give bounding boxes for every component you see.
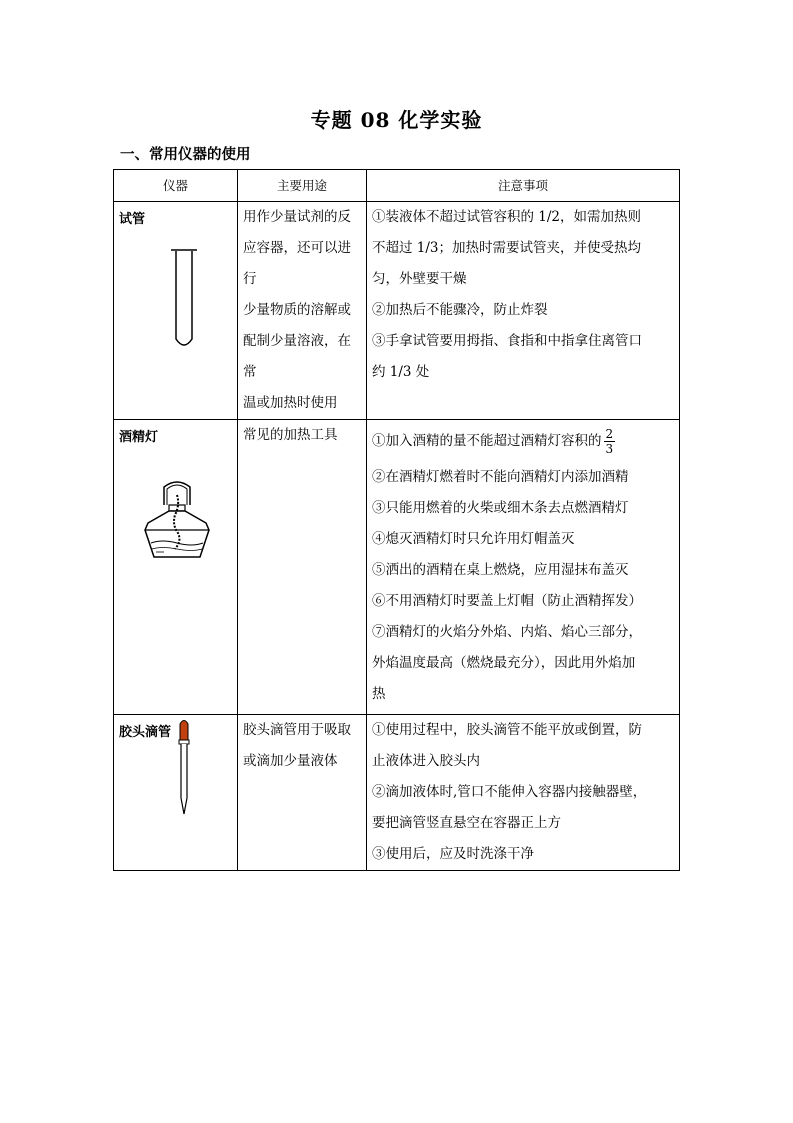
- instrument-name: 试管: [119, 212, 146, 227]
- table-header-row: [114, 170, 680, 202]
- use-cell: 用作少量试剂的反 应容器，还可以进行 少量物质的溶解或 配制少量溶液，在常 温或加热时使用: [238, 202, 367, 420]
- instrument-cell: [114, 715, 238, 871]
- table-row: [114, 420, 680, 715]
- instrument-cell: [114, 202, 238, 420]
- notes-cell: ①装液体不超过试管容积的 1/2，如需加热则 不超过 1/3；加热时需要试管夹，并使受热均 匀，外壁要干燥 ②加热后不能骤冷，防止炸裂 ③手拿试管要用拇指、食指和中指拿住离管口 约 1/3 处: [367, 202, 680, 420]
- alcohol-lamp-icon: [142, 475, 212, 560]
- header-notes: 注意事项: [367, 170, 680, 202]
- page-title: 专题 08 化学实验: [310, 108, 483, 132]
- use-cell: 胶头滴管用于吸取 或滴加少量液体: [238, 715, 367, 871]
- notes-cell: ①使用过程中，胶头滴管不能平放或倒置，防 止液体进入胶头内 ②滴加液体时,管口不能伸入容器内接触器壁， 要把滴管竖直悬空在容器正上方 ③使用后，应及时洗涤干净: [367, 715, 680, 871]
- section-heading: 一、常用仪器的使用: [120, 146, 251, 163]
- dropper-icon: [174, 718, 194, 818]
- header-instrument: 仪器: [114, 170, 238, 202]
- instrument-table: [113, 169, 680, 871]
- notes-cell: ①加入酒精的量不能超过酒精灯容积的 $\frac{2}{3}$ ②在酒精灯燃着时不能向酒精灯内添加酒精 ③只能用燃着的火柴或细木条去点燃酒精灯 ④熄灭酒精灯时只允许用灯帽盖灭 ⑤洒出的酒精在桌上燃烧，应用湿抹布盖灭 ⑥不用酒精灯时要盖上灯帽（防止酒精挥发） ⑦酒精灯的火焰分外焰、内焰、焰心三部分， 外焰温度最高（燃烧最充分），因此用外焰加 热: [367, 420, 680, 715]
- header-use: 主要用途: [238, 170, 367, 202]
- use-cell: 常见的加热工具: [238, 420, 367, 715]
- table-row: [114, 202, 680, 420]
- instrument-cell: [114, 420, 238, 715]
- test-tube-icon: [169, 247, 199, 352]
- instrument-name: 酒精灯: [119, 430, 159, 445]
- fraction: $\frac{2}{3}$: [605, 427, 614, 456]
- table-row: [114, 715, 680, 871]
- instrument-name: 胶头滴管: [119, 725, 172, 740]
